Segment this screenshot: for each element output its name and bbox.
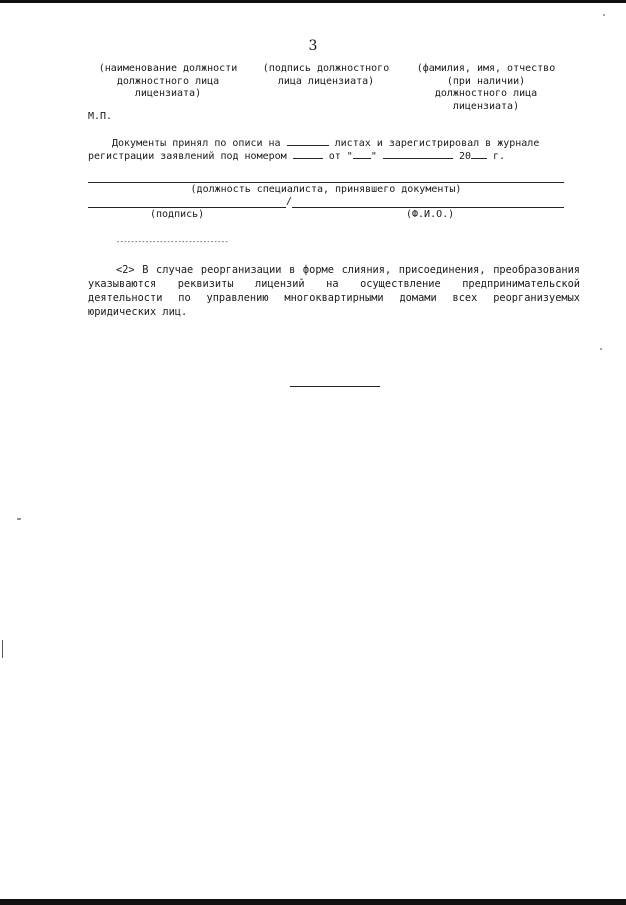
signature-caption: (подпись должностного лица лицензиата) — [262, 63, 390, 87]
page-top-edge — [0, 0, 626, 3]
specialist-name-caption: (Ф.И.О.) — [406, 209, 455, 220]
footnote-text: <2> В случае реорганизации в форме слияния, присоединения, преобразования указываются реквизиты лицензий на осуществление предпринимательской деятельности по управлению многоквартирными домами всех реорганизуемых юридических лиц. — [88, 264, 580, 318]
scan-speck — [600, 348, 602, 350]
receipt-text-2: листах и зарегистрировал в журнале — [334, 138, 540, 149]
receipt-line-1 — [112, 136, 539, 150]
receipt-text-1: Документы принял по описи на — [112, 138, 281, 149]
specialist-position-caption: (должность специалиста, принявшего документы) — [190, 184, 462, 195]
sheets-count-blank — [287, 136, 329, 146]
full-name-caption: (фамилия, имя, отчество (при наличии) должностного лица лицензиата) — [416, 63, 556, 112]
receipt-line-2 — [88, 149, 505, 163]
scan-speck — [2, 640, 3, 658]
receipt-text-7: г. — [493, 151, 506, 162]
specialist-position-line — [88, 182, 564, 183]
receipt-text-5: " — [370, 151, 377, 162]
specialist-signature-line — [88, 207, 286, 208]
registration-number-blank — [293, 149, 323, 159]
year-blank — [471, 149, 487, 159]
page-bottom-edge — [0, 899, 626, 905]
day-blank — [353, 149, 371, 159]
month-blank — [383, 149, 453, 159]
receipt-text-6: 20 — [458, 151, 471, 162]
page-number: 3 — [308, 38, 318, 54]
receipt-text-3: регистрации заявлений под номером — [88, 151, 287, 162]
signature-slash: / — [286, 196, 293, 207]
scan-speck — [603, 14, 605, 16]
specialist-signature-caption: (подпись) — [150, 209, 205, 220]
stamp-place-label: М.П. — [88, 111, 113, 122]
specialist-name-line — [292, 207, 564, 208]
receipt-text-4: от " — [328, 151, 353, 162]
scan-speck — [17, 518, 21, 520]
position-caption: (наименование должности должностного лица лицензиата) — [98, 63, 238, 99]
footnote-separator: ------------------------------- — [116, 238, 229, 246]
end-of-document-line — [290, 386, 380, 387]
